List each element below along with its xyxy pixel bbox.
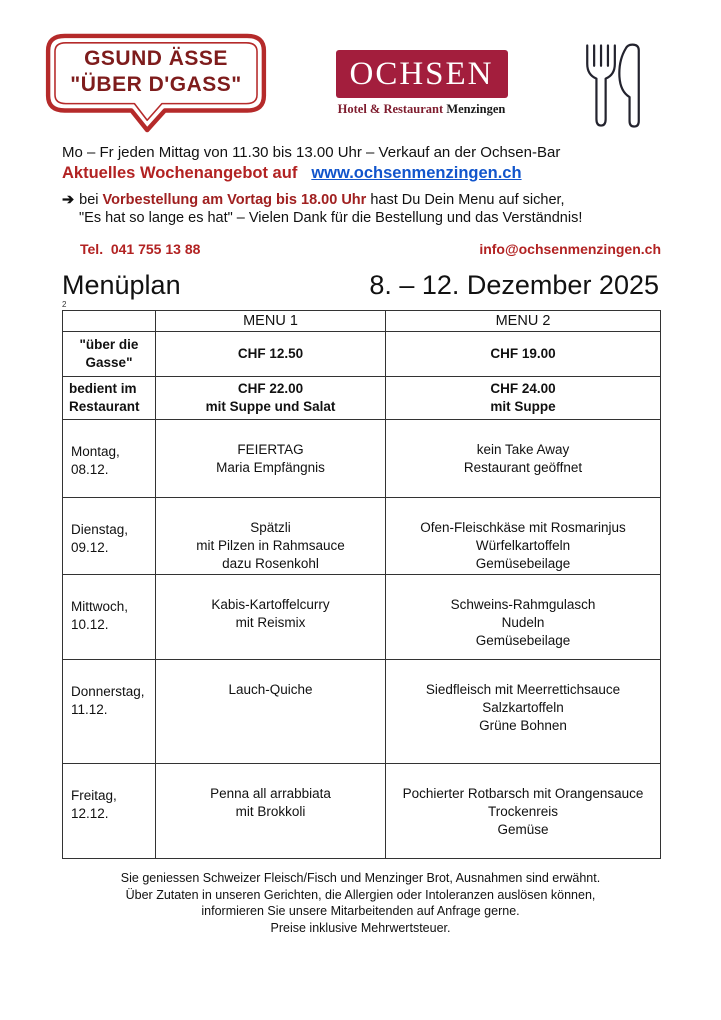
menu-item-line: Nudeln [501, 615, 545, 631]
fork-knife-icon [575, 40, 651, 137]
day-label-line: Montag, [71, 444, 120, 459]
row-label-cell [63, 377, 156, 420]
gsund-aesse-logo [44, 33, 268, 135]
price-row-label-line: bedient im [69, 380, 137, 396]
page-title: Menüplan [62, 270, 181, 300]
info-block [0, 132, 721, 257]
menu1-cell [156, 332, 386, 377]
bubble-slogan-line1: GSUND ÄSSE [84, 47, 228, 70]
footer-line: Preise inklusive Mehrwertsteuer. [270, 920, 451, 935]
row-label-cell [63, 498, 156, 575]
table-row [63, 575, 661, 660]
menu2-cell [386, 575, 661, 660]
menu-item-line: kein Take Away [476, 442, 570, 457]
menu-item-line: Maria Empfängnis [216, 460, 325, 476]
menu-item-line: Lauch-Quiche [228, 682, 313, 697]
day-label-line: 08.12. [71, 462, 109, 478]
header-menu2: MENU 2 [386, 311, 661, 332]
menu-item-line: Gemüsebeilage [475, 556, 571, 572]
preorder-highlight: Vorbestellung am Vortag bis 18.00 Uhr [102, 192, 367, 208]
menu1-cell [156, 764, 386, 859]
menu-item-line: Würfelkartoffeln [475, 538, 571, 554]
price-line: CHF 12.50 [237, 345, 304, 361]
day-label-line: Freitag, [71, 788, 117, 803]
menu1-cell [156, 377, 386, 420]
contact-row [62, 241, 661, 257]
footer-line: Über Zutaten in unseren Gerichten, die Allergien oder Intoleranzen auslösen können, [125, 887, 596, 902]
menu-item-line: Schweins-Rahmgulasch [450, 597, 596, 612]
day-label-line: Mittwoch, [71, 599, 129, 614]
row-label-cell [63, 420, 156, 498]
day-label-line: 09.12. [71, 540, 109, 556]
menu-item-line: mit Brokkoli [235, 804, 306, 820]
footer-line: Sie geniessen Schweizer Fleisch/Fisch und Menzinger Brot, Ausnahmen sind erwähnt. [120, 871, 601, 885]
arrow-icon: ➔ [62, 192, 75, 208]
price-row-label-line: "über die [79, 336, 139, 352]
ochsen-subtitle-black: Menzingen [446, 102, 506, 116]
menu2-cell [386, 764, 661, 859]
menu-item-line: Ofen-Fleischkäse mit Rosmarinjus [420, 520, 626, 535]
footnote-marker: 2 [62, 300, 67, 309]
logo-row [0, 0, 721, 132]
preorder-post: hast Du Dein Menu auf sicher, [366, 192, 565, 208]
menu2-cell [386, 498, 661, 575]
menu-item-line: Grüne Bohnen [479, 718, 567, 734]
thanks-line: "Es hat so lange es hat" – Vielen Dank für die Bestellung und das Verständnis! [79, 210, 583, 226]
table-header-row [63, 311, 661, 332]
date-range: 8. – 12. Dezember 2025 [369, 270, 659, 300]
table-row [63, 498, 661, 575]
menu-item-line: Penna all arrabbiata [210, 786, 331, 801]
website-link[interactable]: www.ochsenmenzingen.ch [311, 164, 522, 182]
menu-table [62, 310, 661, 859]
price-line: mit Suppe [490, 399, 556, 414]
menu1-cell [156, 498, 386, 575]
price-line: CHF 24.00 [490, 380, 556, 396]
menu2-cell [386, 377, 661, 420]
menu-item-line: Siedfleisch mit Meerrettichsauce [425, 682, 621, 697]
weekly-offer-line [62, 164, 661, 183]
menu1-cell [156, 575, 386, 660]
menu-item-line: Gemüsebeilage [475, 633, 571, 649]
ochsen-wordmark: OCHSEN [336, 50, 508, 98]
price-row-label-line: Gasse" [85, 355, 133, 370]
menu-item-line: FEIERTAG [237, 442, 304, 457]
title-row [0, 257, 721, 301]
menu-item-line: dazu Rosenkohl [222, 556, 319, 572]
table-row [63, 420, 661, 498]
ochsen-subtitle [336, 102, 508, 117]
menu-item-line: Restaurant geöffnet [463, 460, 583, 476]
menu-item-line: Pochierter Rotbarsch mit Orangensauce [402, 786, 644, 801]
menu1-cell [156, 420, 386, 498]
row-label-cell [63, 764, 156, 859]
bubble-slogan [44, 46, 268, 98]
row-label-cell [63, 332, 156, 377]
email-link[interactable]: info@ochsenmenzingen.ch [479, 241, 661, 257]
menu-item-line: mit Reismix [235, 615, 306, 631]
row-label-cell [63, 575, 156, 660]
menu-item-line: Trockenreis [487, 804, 559, 820]
price-row-label-line: Restaurant [69, 399, 140, 414]
menu2-cell [386, 420, 661, 498]
opening-hours-line: Mo – Fr jeden Mittag von 11.30 bis 13.00 Uhr – Verkauf an der Ochsen-Bar [62, 144, 561, 161]
day-label-line: 10.12. [71, 617, 109, 633]
menu-item-line: Salzkartoffeln [482, 700, 564, 716]
price-line: CHF 22.00 [237, 380, 304, 396]
preorder-pre: bei [79, 192, 103, 208]
header-menu1: MENU 1 [156, 311, 386, 332]
price-line: CHF 19.00 [490, 345, 556, 361]
footer-notes [0, 870, 721, 936]
preorder-line [62, 192, 661, 208]
menu-item-line: mit Pilzen in Rahmsauce [196, 538, 345, 554]
menu-item-line: Kabis-Kartoffelcurry [211, 597, 330, 612]
price-line: mit Suppe und Salat [205, 399, 336, 414]
ochsen-subtitle-red: Hotel & Restaurant [337, 102, 444, 116]
menu-item-line: Spätzli [250, 520, 291, 535]
bubble-slogan-line2: "ÜBER D'GASS" [70, 73, 242, 96]
menu1-cell [156, 660, 386, 764]
table-row [63, 764, 661, 859]
table-row [63, 660, 661, 764]
menu-table-body [63, 332, 661, 859]
table-row [63, 377, 661, 420]
row-label-cell [63, 660, 156, 764]
menu2-cell [386, 332, 661, 377]
ochsen-logo [336, 50, 508, 117]
phone-number: Tel. 041 755 13 88 [80, 241, 201, 257]
table-row [63, 332, 661, 377]
day-label-line: 11.12. [71, 702, 108, 718]
footer-line: informieren Sie unsere Mitarbeitenden auf Anfrage gerne. [201, 904, 520, 918]
day-label-line: Donnerstag, [71, 684, 145, 699]
day-label-line: 12.12. [71, 806, 109, 822]
weekly-offer-label: Aktuelles Wochenangebot auf [62, 164, 298, 182]
header-empty-cell [63, 311, 156, 332]
menu-item-line: Gemüse [497, 822, 549, 838]
day-label-line: Dienstag, [71, 522, 129, 537]
menu2-cell [386, 660, 661, 764]
